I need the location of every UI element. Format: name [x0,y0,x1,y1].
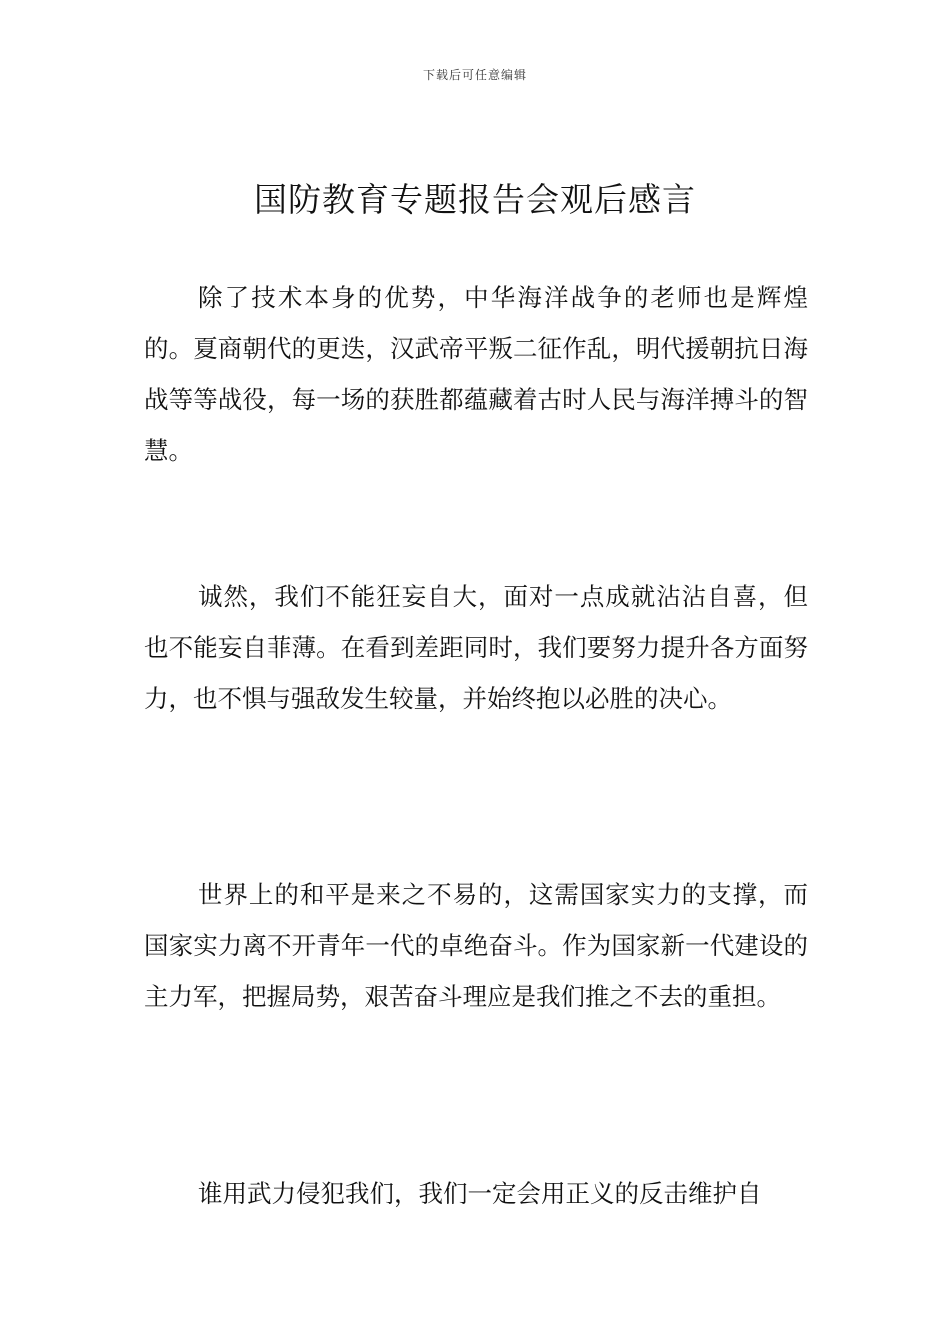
paragraph-3: 世界上的和平是来之不易的，这需国家实力的支撑，而国家实力离不开青年一代的卓绝奋斗。作为国家新一代建设的主力军，把握局势，艰苦奋斗理应是我们推之不去的重担。 [144,880,808,1011]
paragraph-2: 诚然，我们不能狂妄自大，面对一点成就沾沾自喜，但也不能妄自菲薄。在看到差距同时，我们要努力提升各方面努力，也不惧与强敌发生较量，并始终抱以必胜的决心。 [144,582,808,713]
header-note: 下载后可任意编辑 [422,68,527,82]
document-title: 国防教育专题报告会观后感言 [254,180,696,219]
paragraph-4: 谁用武力侵犯我们，我们一定会用正义的反击维护自 [198,1179,762,1208]
paragraph-1: 除了技术本身的优势，中华海洋战争的老师也是辉煌的。夏商朝代的更迭，汉武帝平叛二征作乱，明代援朝抗日海战等等战役，每一场的获胜都蕴藏着古时人民与海洋搏斗的智慧。 [144,283,808,465]
